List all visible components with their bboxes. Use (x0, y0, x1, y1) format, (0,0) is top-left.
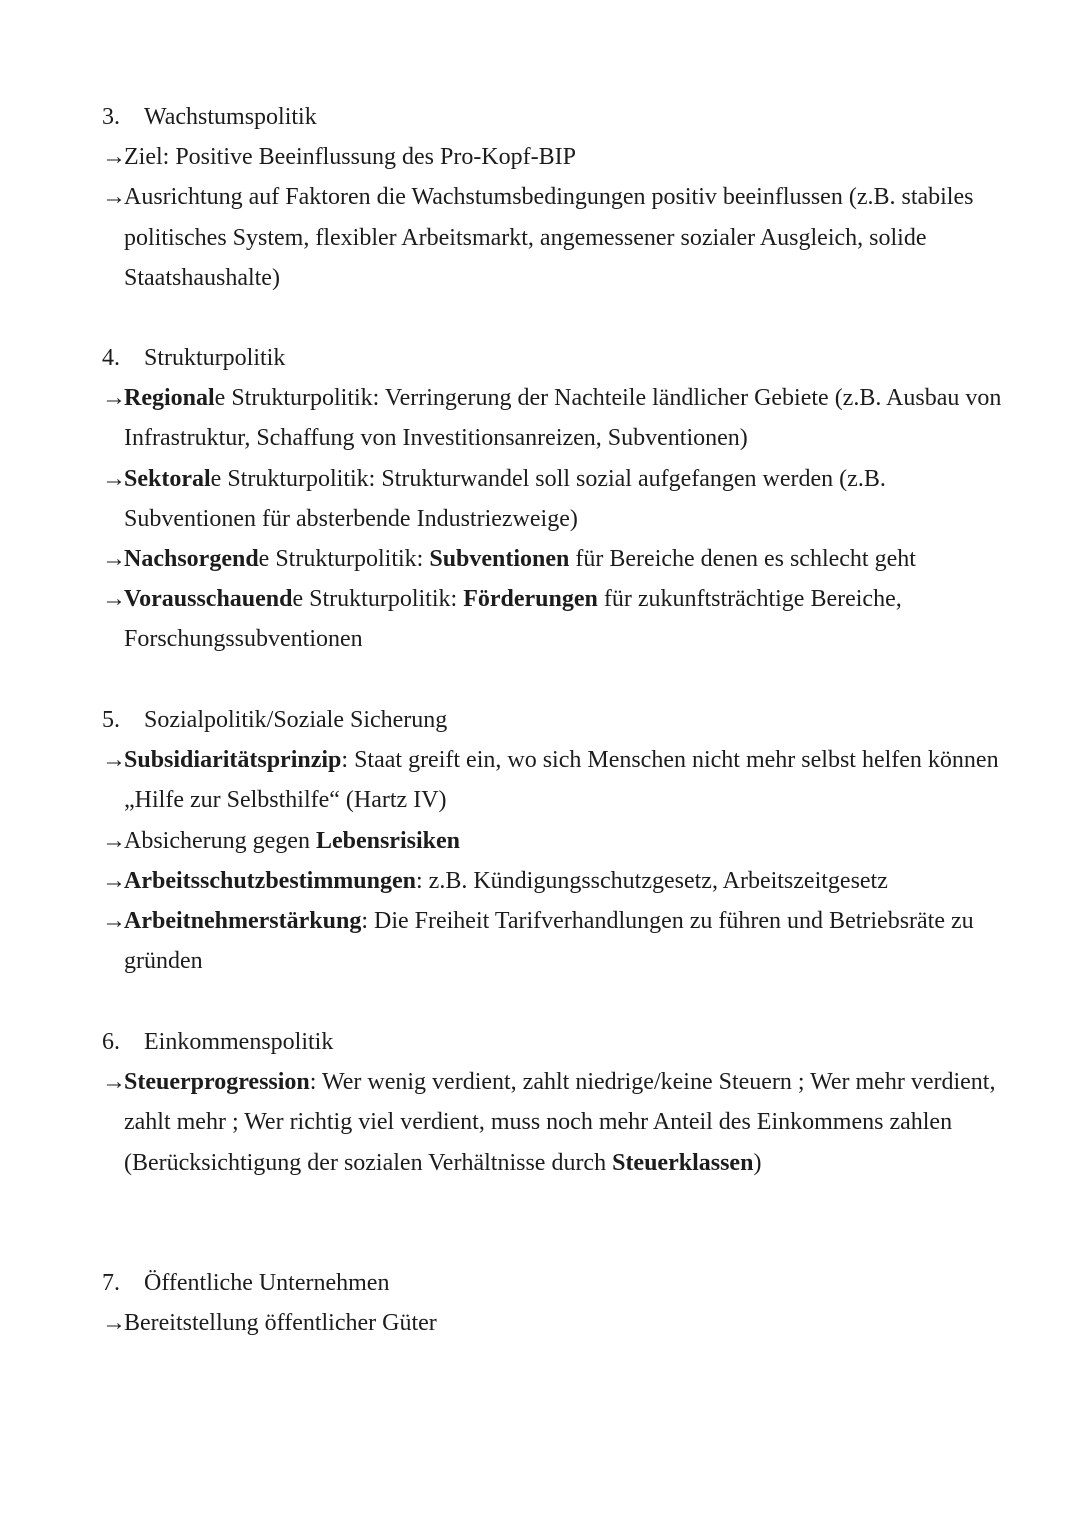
section-title: Wachstumspolitik (144, 104, 317, 130)
bullet-item (102, 378, 1002, 458)
arrow-icon: → (102, 465, 126, 492)
arrow-icon: → (102, 184, 126, 211)
text-run: ) (753, 1149, 762, 1176)
text-run: e Strukturpolitik: (258, 546, 430, 573)
section-wachstumspolitik (102, 97, 1002, 298)
bold-run: Nachsorgend (124, 546, 259, 573)
bold-run: Steuerklassen (612, 1149, 754, 1176)
text-run: Absicherung gegen (124, 827, 316, 854)
section-heading (102, 338, 1002, 378)
bold-run: Lebensrisiken (315, 827, 460, 854)
bold-run: Subsidiaritätsprinzip (124, 747, 342, 774)
arrow-icon: → (102, 747, 126, 774)
bullet-item (102, 1062, 1002, 1183)
bullet-item (102, 137, 1002, 177)
section-heading (102, 1022, 1002, 1062)
text-run: : Wer wenig verdient, zahlt niedrige/keine Steuern ; Wer mehr verdient, zahlt mehr ; Wer richtig viel verdient, muss noch mehr Anteil des Einkommens zahlen (Berücksichtigung der sozialen Verhältnisse durch (124, 1069, 996, 1176)
bullet-text (124, 539, 1002, 579)
bold-run: Steuerprogression (124, 1069, 310, 1096)
arrow-icon: → (102, 1069, 126, 1096)
text-run: e Strukturpolitik: Strukturwandel soll sozial aufgefangen werden (z.B. Subventionen für absterbende Industriezweige) (124, 465, 886, 532)
bullet-text (124, 177, 1002, 298)
bullet-item (102, 740, 1002, 820)
bullet-item (102, 177, 1002, 298)
bullet-text (124, 378, 1002, 458)
arrow-icon: → (102, 586, 126, 613)
bold-run: Arbeitsschutzbestimmungen (124, 867, 416, 894)
section-heading (102, 700, 1002, 740)
text-run: Ausrichtung auf Faktoren die Wachstumsbedingungen positiv beeinflussen (z.B. stabiles politisches System, flexibler Arbeitsmarkt, angemessener sozialer Ausgleich, solide Staatshaushalte) (124, 184, 974, 291)
bullet-item (102, 1303, 1002, 1343)
arrow-icon: → (102, 867, 126, 894)
bullet-item (102, 539, 1002, 579)
bullet-text (124, 579, 1002, 659)
arrow-icon: → (102, 908, 126, 935)
text-run: e Strukturpolitik: (292, 586, 464, 613)
bullet-text (124, 137, 1002, 177)
text-run: Ziel: Positive Beeinflussung des Pro-Kopf-BIP (124, 144, 576, 171)
section-strukturpolitik (102, 338, 1002, 660)
arrow-icon: → (102, 385, 126, 412)
section-oeffentliche-unternehmen (102, 1263, 1002, 1343)
text-run: für Bereiche denen es schlecht geht (569, 546, 916, 573)
bullet-text (124, 1303, 1002, 1343)
arrow-icon: → (102, 546, 126, 573)
bullet-text (124, 821, 1002, 861)
section-number: 3. (102, 104, 120, 130)
text-run: : Die Freiheit Tarifverhandlungen zu führen und Betriebsräte zu gründen (124, 908, 974, 975)
section-number: 5. (102, 707, 120, 733)
section-heading (102, 1263, 1002, 1303)
arrow-icon: → (102, 827, 126, 854)
bold-run: Sektoral (124, 465, 211, 492)
bullet-text (124, 901, 1002, 981)
section-number: 7. (102, 1270, 120, 1296)
section-title: Öffentliche Unternehmen (144, 1270, 390, 1296)
section-einkommenspolitik (102, 1022, 1002, 1183)
section-title: Einkommenspolitik (144, 1029, 334, 1055)
text-run: : z.B. Kündigungsschutzgesetz, Arbeitszeitgesetz (416, 867, 888, 894)
section-title: Strukturpolitik (144, 345, 286, 371)
bold-run: Regional (124, 385, 215, 412)
bold-run: Subventionen (429, 546, 570, 573)
section-heading (102, 97, 1002, 137)
bold-run: Förderungen (463, 586, 598, 613)
bold-run: Arbeitnehmerstärkung (124, 908, 362, 935)
arrow-icon: → (102, 1310, 126, 1337)
section-number: 4. (102, 345, 120, 371)
bullet-text (124, 861, 1002, 901)
bullet-text (124, 459, 1002, 539)
section-number: 6. (102, 1029, 120, 1055)
bold-run: Vorausschauend (124, 586, 293, 613)
text-run: : Staat greift ein, wo sich Menschen nicht mehr selbst helfen können „Hilfe zur Selbsthilfe“ (Hartz IV) (124, 747, 999, 814)
bullet-item (102, 861, 1002, 901)
bullet-text (124, 1062, 1002, 1183)
text-run: für zukunftsträchtige Bereiche, Forschungssubventionen (124, 586, 902, 653)
section-title: Sozialpolitik/Soziale Sicherung (144, 707, 448, 733)
bullet-item (102, 579, 1002, 659)
bullet-item (102, 901, 1002, 981)
arrow-icon: → (102, 144, 126, 171)
bullet-item (102, 821, 1002, 861)
text-run: e Strukturpolitik: Verringerung der Nachteile ländlicher Gebiete (z.B. Ausbau von Infrastruktur, Schaffung von Investitionsanreizen, Subventionen) (124, 385, 1002, 452)
text-run: Bereitstellung öffentlicher Güter (124, 1310, 437, 1337)
bullet-text (124, 740, 1002, 820)
section-sozialpolitik (102, 700, 1002, 981)
bullet-item (102, 459, 1002, 539)
